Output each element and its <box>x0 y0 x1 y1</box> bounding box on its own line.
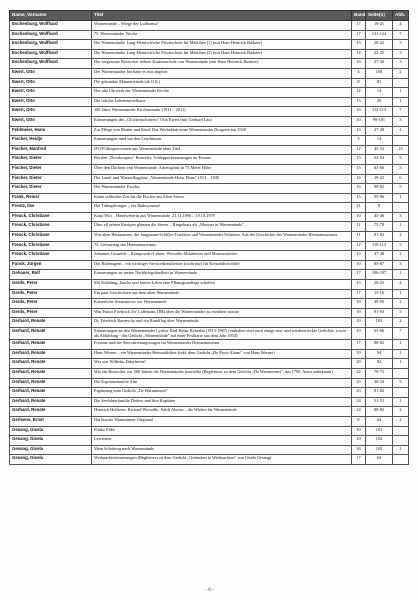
abb-cell <box>393 136 409 146</box>
pages-cell: 105 <box>366 445 393 455</box>
table-header-row <box>10 11 409 21</box>
table-row <box>10 21 409 31</box>
name-cell: Eschenburg, Wolfhard <box>10 21 92 31</box>
band-cell: 13 <box>352 97 366 107</box>
name-cell: Funck, Jürgen <box>10 260 92 270</box>
pages-cell: 110-113 <box>366 241 393 251</box>
name-cell: Freuck, Christiane <box>10 222 92 232</box>
name-cell: Eschenburg, Wolfhard <box>10 59 92 69</box>
pages-cell: 22-25 <box>366 49 393 59</box>
header-pages: Seite(n) <box>366 11 393 21</box>
title-cell: Keine schlechte Zeit für die Fischer am Alten Strom <box>92 193 352 203</box>
title-cell: Ein paar Geschichten aus dem alten Warnemünde <box>92 289 352 299</box>
name-cell: Gesang, Gisela <box>10 445 92 455</box>
title-cell: Die falsche Lebensmittelkarte <box>92 97 352 107</box>
title-cell: Die Warnemünder Lang-Heinrich'sche Privatschule für Mädchen (2) (mit Hans Heinrich Budzier) <box>92 49 352 59</box>
band-cell: 8 <box>352 78 366 88</box>
band-cell: 19 <box>352 328 366 340</box>
abb-cell <box>393 203 409 213</box>
abb-cell: 2 <box>393 68 409 78</box>
table-row <box>10 212 409 222</box>
pages-cell: 85-87 <box>366 260 393 270</box>
band-cell: 17 <box>352 21 366 31</box>
band-cell: 19 <box>352 318 366 328</box>
band-cell: 23 <box>352 388 366 398</box>
band-cell: 16 <box>352 184 366 194</box>
band-cell: 20 <box>352 359 366 369</box>
abb-cell: 1 <box>393 126 409 136</box>
title-cell: 75. Warnemünder Woche <box>92 30 352 40</box>
band-cell: 15 <box>352 164 366 174</box>
table-row <box>10 445 409 455</box>
name-cell: Gerhard, Renate <box>10 388 92 398</box>
abb-cell: 3 <box>393 260 409 270</box>
pages-cell: 45-52 <box>366 145 393 155</box>
table-row <box>10 328 409 340</box>
table-row <box>10 397 409 407</box>
title-cell: Fontane und der Seerottrettungswagen im Warnemünder Heimatmuseum <box>92 340 352 350</box>
table-row <box>10 388 409 398</box>
title-cell: Hans Werner – ein Warnemünder Heimatdichter (inkl. dem Gedicht „De Prost-Alarm" von Hans Werner) <box>92 349 352 359</box>
title-cell: Lewertten <box>92 436 352 446</box>
abb-cell: 1 <box>393 445 409 455</box>
abb-cell: 5 <box>393 241 409 251</box>
abb-cell: 1 <box>393 193 409 203</box>
header-abb: Abb. <box>393 11 409 21</box>
table-row <box>10 368 409 378</box>
table-row <box>10 88 409 98</box>
abb-cell: 3 <box>393 59 409 69</box>
band-cell: 21 <box>352 203 366 213</box>
title-cell: Erinnerungen an meine Nachkriegskindheit in Warnemünde <box>92 270 352 280</box>
title-cell: Von alten Hausnamen, der Jungmann-Schiffer-Tradition und Warnemünder Schätzen. Aus der Geschichte des Warnemünder Heimatmuseums <box>92 232 352 242</box>
band-cell: 15 <box>352 193 366 203</box>
table-row <box>10 164 409 174</box>
band-cell: 16 <box>352 445 366 455</box>
abb-cell: 16 <box>393 145 409 155</box>
abb-cell: 1 <box>393 289 409 299</box>
pages-cell: 30-34 <box>366 378 393 388</box>
name-cell: Ewert, Otto <box>10 116 92 126</box>
abb-cell: 1 <box>393 88 409 98</box>
band-cell: 17 <box>352 270 366 280</box>
title-cell: Flinke Füße <box>92 426 352 436</box>
name-cell: Fischer, Dieter <box>10 174 92 184</box>
author-index-table <box>9 10 409 465</box>
table-row <box>10 260 409 270</box>
pages-cell: 81 <box>366 78 393 88</box>
name-cell: Freuck, Christiane <box>10 241 92 251</box>
name-cell: Gerhard, Renate <box>10 318 92 328</box>
name-cell: Fischer, Heidje <box>10 136 92 146</box>
table-row <box>10 378 409 388</box>
header-band: Band <box>352 11 366 21</box>
pages-cell: 81-82 <box>366 388 393 398</box>
name-cell: Eschenburg, Wolfhard <box>10 49 92 59</box>
pages-cell: 15-16 <box>366 289 393 299</box>
band-cell: 24 <box>352 407 366 417</box>
pages-cell: 29 <box>366 97 393 107</box>
title-cell: Der Land- und Wasserflugplatz „Warnemünde-Hohe Düne" 1913 – 1945 <box>92 174 352 184</box>
title-cell: Dr. Friedrich Barnewitz und ein Rundflug über Warnemünde <box>92 318 352 328</box>
abb-cell: 2 <box>393 251 409 261</box>
title-cell: Johannes Gosselck – Kempowski-Lehrer, Wossidlo-Mitarbeiter und Museumsleiter <box>92 251 352 261</box>
table-row <box>10 30 409 40</box>
name-cell: Ewert, Otto <box>10 97 92 107</box>
pages-cell: 63 <box>366 455 393 465</box>
name-cell: Eschenburg, Wolfhard <box>10 30 92 40</box>
band-cell: 12 <box>352 145 366 155</box>
title-cell: Heinrich Holfreter, Richard Wossidlo, Adolf Ahrens – die Wiekes für Warnemünde <box>92 407 352 417</box>
name-cell: Fischer, Dieter <box>10 164 92 174</box>
abb-cell: 1 <box>393 349 409 359</box>
name-cell: Gerhard, Renate <box>10 328 92 340</box>
band-cell: 19 <box>352 308 366 318</box>
name-cell: Feldmeier, Hans <box>10 126 92 136</box>
band-cell: 16 <box>352 174 366 184</box>
name-cell: Ewert, Otto <box>10 107 92 117</box>
name-cell: Gehauer, Rolf <box>10 270 92 280</box>
title-cell: Katja Witt – Handweberin aus Warnemünde. 21.11.1896 – 19.10.1979 <box>92 212 352 222</box>
pages-cell: 95-96 <box>366 193 393 203</box>
abb-cell: 5 <box>393 164 409 174</box>
title-cell: Mein Schulweg nach Warnemünde <box>92 445 352 455</box>
table-row <box>10 407 409 417</box>
band-cell: 24 <box>352 397 366 407</box>
title-cell: Die gekränkte Männerwürde (ab O.E.) <box>92 78 352 88</box>
pages-cell: 63-66 <box>366 328 393 340</box>
abb-cell: 1 <box>393 359 409 369</box>
table-row <box>10 455 409 465</box>
abb-cell <box>393 78 409 88</box>
table-row <box>10 203 409 213</box>
table-row <box>10 59 409 69</box>
page-number: - 6 - <box>205 588 214 593</box>
abb-cell: 2 <box>393 299 409 309</box>
table-row <box>10 280 409 290</box>
name-cell: Gerds, Peter <box>10 280 92 290</box>
title-cell: Wer war Wilhelm Dabelstein? <box>92 359 352 369</box>
band-cell: 11 <box>352 222 366 232</box>
abb-cell <box>393 426 409 436</box>
band-cell: 13 <box>352 126 366 136</box>
abb-cell: 5 <box>393 155 409 165</box>
title-cell: Die Warnemünder Lang-Heinrich'sche Privatschule für Mädchen [1] (mit Hans Heinrich Budzier) <box>92 40 352 50</box>
table-row <box>10 251 409 261</box>
abb-cell <box>393 388 409 398</box>
band-cell: 12 <box>352 241 366 251</box>
pages-cell: 14 <box>366 88 393 98</box>
title-cell: Erinnerungen des „Glockenschösters" Otto Ewert (mit Gerhard Lau) <box>92 116 352 126</box>
title-cell: Der Warnemünder hat hatte es mir angetan <box>92 68 352 78</box>
abb-cell: 6 <box>393 174 409 184</box>
title-cell: Wie ein Rostocker vor 200 Jahren die Warnemünder beurteilte (Begleittext zu dem Gedicht „De Warnminner", um 1790, Autor unbekannt) <box>92 368 352 378</box>
pages-cell: 103 <box>366 318 393 328</box>
table-row <box>10 318 409 328</box>
table-row <box>10 193 409 203</box>
pages-cell: 51-53 <box>366 397 393 407</box>
pages-cell: 99-101 <box>366 116 393 126</box>
title-cell: (FOTO)Impressionen aus Warnemünde ohne Titel <box>92 145 352 155</box>
header-name: Name, Vorname <box>10 11 92 21</box>
band-cell: 14 <box>352 49 366 59</box>
table-row <box>10 68 409 78</box>
pages-cell: 52-54 <box>366 155 393 165</box>
title-cell: Die vergessene Rostocker höhere Knabenschule von Warnemünde (mit Hans Heinrich Budzier) <box>92 59 352 69</box>
abb-cell: 2 <box>393 407 409 417</box>
table-row <box>10 232 409 242</box>
abb-cell: 1 <box>393 340 409 350</box>
pages-cell: 27-28 <box>366 126 393 136</box>
band-cell: 17 <box>352 455 366 465</box>
abb-cell: 1 <box>393 270 409 280</box>
table-row <box>10 174 409 184</box>
band-cell: 17 <box>352 340 366 350</box>
band-cell: 10 <box>352 212 366 222</box>
pages-cell: 19-22 <box>366 174 393 184</box>
pages-cell: 90-92 <box>366 184 393 194</box>
table-row <box>10 78 409 88</box>
table-row <box>10 426 409 436</box>
pages-cell: 14 <box>366 136 393 146</box>
band-cell: 16 <box>352 59 366 69</box>
band-cell: 11 <box>352 232 366 242</box>
band-cell: 19 <box>352 349 366 359</box>
name-cell: Fischer, Manfred <box>10 145 92 155</box>
name-cell: Gerhard, Renate <box>10 349 92 359</box>
band-cell: 10 <box>352 436 366 446</box>
abb-cell: 5 <box>393 308 409 318</box>
band-cell: 15 <box>352 155 366 165</box>
table-row <box>10 107 409 117</box>
name-cell: Gerds, Peter <box>10 308 92 318</box>
band-cell: 23 <box>352 378 366 388</box>
pages-cell: 8 <box>366 203 393 213</box>
title-cell: Erinnerungen rund um den Leuchtturm <box>92 136 352 146</box>
pages-cell: 63-66 <box>366 164 393 174</box>
table-row <box>10 416 409 426</box>
table-row <box>10 270 409 280</box>
title-cell: Kaiserliche Seemanöver vor Warnemünde <box>92 299 352 309</box>
band-cell: 19 <box>352 299 366 309</box>
name-cell: Gerhard, Renate <box>10 359 92 369</box>
table-row <box>10 359 409 369</box>
band-cell: 12 <box>352 88 366 98</box>
title-cell: Das alte Uhrwerk der Warnemünder Kirche <box>92 88 352 98</box>
pages-cell: 81-82 <box>366 232 393 242</box>
abb-cell <box>393 455 409 465</box>
table-row <box>10 349 409 359</box>
name-cell: Gesang, Gisela <box>10 426 92 436</box>
table-row <box>10 308 409 318</box>
abb-cell: 7 <box>393 107 409 117</box>
title-cell: Dei Tidingsbringer – ein Bäderjournal <box>92 203 352 213</box>
title-cell: Der Warnemünder Exodus <box>92 184 352 194</box>
table-body <box>10 21 409 465</box>
title-cell: Warnemünde – Wiege der Lufthansa? <box>92 21 352 31</box>
name-cell: Gerhard, Renate <box>10 407 92 417</box>
abb-cell: 2 <box>393 318 409 328</box>
header-title: Titel <box>92 11 352 21</box>
title-cell: Erinnerungen an den Warnemünder Lyriker Karl Heinz Robrahn (1913-1987) (enthalten sind auch einige neu- und wiedererteckte Gedichte, sowie - als Abbildung - das Gedicht „Warnemünde" auf einer Postkarte aus dem Jahr 1934) <box>92 328 352 340</box>
title-cell: 100 Jahre Warnemünder Kirchturmuhr (1911 – 2011) <box>92 107 352 117</box>
name-cell: Gerlsens, Ernst <box>10 416 92 426</box>
band-cell: 3 <box>352 136 366 146</box>
band-cell: 17 <box>352 289 366 299</box>
pages-cell: 47-48 <box>366 251 393 261</box>
name-cell: Ewert, Otto <box>10 88 92 98</box>
name-cell: Gesang, Gisela <box>10 455 92 465</box>
name-cell: Fischer, Dieter <box>10 184 92 194</box>
title-cell: Die Seefahrerfamilie Dedow und ihre Kapitäne <box>92 397 352 407</box>
abb-cell: 4 <box>393 21 409 31</box>
name-cell: Eschenburg, Wolfhard <box>10 40 92 50</box>
abb-cell: 1 <box>393 97 409 107</box>
name-cell: Gerhard, Renate <box>10 378 92 388</box>
name-cell: Ewert, Otto <box>10 78 92 88</box>
band-cell: 10 <box>352 116 366 126</box>
band-cell: 8 <box>352 416 366 426</box>
title-cell: Was Pastor Friedrich Jor' Lallemant 1884 über die Warnemünder zu erzählen wusste <box>92 308 352 318</box>
band-cell: 17 <box>352 30 366 40</box>
table-row <box>10 155 409 165</box>
pages-cell: 19-21 <box>366 21 393 31</box>
abb-cell: 1 <box>393 222 409 232</box>
title-cell: Über all seinen Kneipen glänzen die Sterne – Ringelnatz als „Mariner in Warnemünde" <box>92 222 352 232</box>
abb-cell <box>393 436 409 446</box>
table-row <box>10 241 409 251</box>
table-row <box>10 184 409 194</box>
title-cell: Ergänzung zum Gedicht „De Warnminner" <box>92 388 352 398</box>
table-row <box>10 126 409 136</box>
pages-cell: 64 <box>366 416 393 426</box>
band-cell: 10 <box>352 260 366 270</box>
pages-cell: 27-30 <box>366 59 393 69</box>
pages-cell: 82 <box>366 359 393 369</box>
pages-cell: 20-23 <box>366 280 393 290</box>
name-cell: Freuck, Christiane <box>10 232 92 242</box>
table-row <box>10 340 409 350</box>
title-cell: 75. Geburtstag des Heimatmuseums <box>92 241 352 251</box>
band-cell: 13 <box>352 251 366 261</box>
pages-cell: 106-107 <box>366 270 393 280</box>
table-row <box>10 222 409 232</box>
title-cell: Über den Dächern von Warnemünde. Arbeitsplatz in 75 Meter Höhe <box>92 164 352 174</box>
name-cell: Gerds, Peter <box>10 289 92 299</box>
abb-cell: 2 <box>393 416 409 426</box>
abb-cell <box>393 368 409 378</box>
pages-cell: 80-82 <box>366 407 393 417</box>
abb-cell: 4 <box>393 280 409 290</box>
band-cell: 15 <box>352 280 366 290</box>
pages-cell: 20-22 <box>366 40 393 50</box>
table-row <box>10 289 409 299</box>
pages-cell: 80-82 <box>366 340 393 350</box>
title-cell: Dat busche Warnminner Originaal <box>92 416 352 426</box>
band-cell: 10 <box>352 426 366 436</box>
table-row <box>10 136 409 146</box>
name-cell: Gerds, Peter <box>10 299 92 309</box>
abb-cell: 3 <box>393 116 409 126</box>
band-cell: 16 <box>352 107 366 117</box>
abb-cell: 3 <box>393 212 409 222</box>
band-cell: 4 <box>352 68 366 78</box>
abb-cell: 1 <box>393 397 409 407</box>
title-cell: Bei den „Doorkoopers" Rostocks. Schlepperbesatzungen im Einsatz <box>92 155 352 165</box>
abb-cell: 7 <box>393 328 409 340</box>
table-row <box>10 49 409 59</box>
abb-cell: 2 <box>393 232 409 242</box>
name-cell: Freuck, Christiane <box>10 251 92 261</box>
pages-cell: 45-46 <box>366 212 393 222</box>
name-cell: Gerhard, Renate <box>10 397 92 407</box>
table-row <box>10 116 409 126</box>
pages-cell: 70-72 <box>366 368 393 378</box>
name-cell: Gerhard, Renate <box>10 368 92 378</box>
abb-cell: 7 <box>393 30 409 40</box>
pages-cell: 101 <box>366 426 393 436</box>
title-cell: Die Kapitänsfamilie Alm <box>92 378 352 388</box>
pages-cell: 91-93 <box>366 308 393 318</box>
table-row <box>10 299 409 309</box>
title-cell: Zur Pflege von Mutter und Kind. Das Werbeblatt einer Warnemünder Drogerie aus 1920 <box>92 126 352 136</box>
pages-cell: 49-50 <box>366 299 393 309</box>
pages-cell: 108 <box>366 68 393 78</box>
pages-cell: 121-124 <box>366 30 393 40</box>
pages-cell: 112-113 <box>366 107 393 117</box>
table-row <box>10 40 409 50</box>
name-cell: Gerhard, Renate <box>10 340 92 350</box>
name-cell: Ewert, Otto <box>10 68 92 78</box>
title-cell: Weihnachtserinnerungen (Begleittext zu dem Gedicht „Gedanken to Wiehnachten" von Gisela Gesang) <box>92 455 352 465</box>
table-row <box>10 97 409 107</box>
abb-cell: 3 <box>393 40 409 50</box>
abb-cell: 5 <box>393 378 409 388</box>
table-row <box>10 145 409 155</box>
table-row <box>10 436 409 446</box>
band-cell: 22 <box>352 368 366 378</box>
name-cell: Freuck, Christiane <box>10 212 92 222</box>
pages-cell: 94 <box>366 349 393 359</box>
name-cell: Fischer, Dieter <box>10 155 92 165</box>
title-cell: Mit Kuhdung, Jauche und fettem Lehm eine Pflanzgrundlage schaffen <box>92 280 352 290</box>
pages-cell: 102 <box>366 436 393 446</box>
abb-cell: 3 <box>393 49 409 59</box>
name-cell: Frank, Reiner <box>10 193 92 203</box>
abb-cell: 5 <box>393 184 409 194</box>
name-cell: Frentz, Ilse <box>10 203 92 213</box>
title-cell: Der Hafenagent – ein wichtiger Servicedienstleister (nicht nur) für Kreuzfahrtschiffe <box>92 260 352 270</box>
name-cell: Gesang, Gisela <box>10 436 92 446</box>
band-cell: 13 <box>352 40 366 50</box>
pages-cell: 75-78 <box>366 222 393 232</box>
